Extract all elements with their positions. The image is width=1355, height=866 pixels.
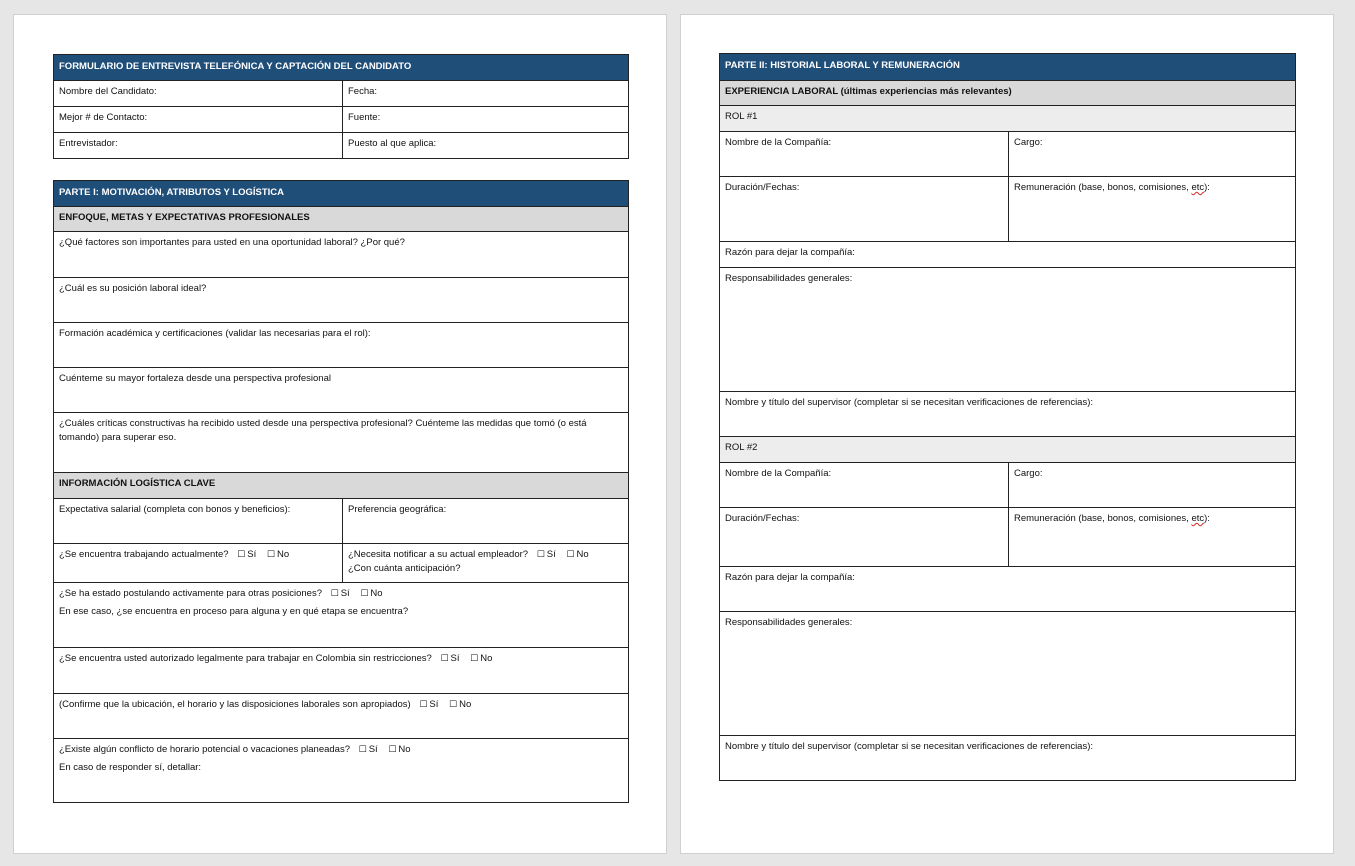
checkbox-icon[interactable]: ☐	[566, 550, 575, 560]
form-title: FORMULARIO DE ENTREVISTA TELEFÓNICA Y CAPTACIÓN DEL CANDIDATO	[54, 55, 628, 80]
checkbox-icon[interactable]: ☐	[358, 745, 367, 755]
part1-table	[53, 180, 629, 803]
pay-label: Remuneración (base, bonos, comisiones,	[1014, 513, 1192, 524]
date-field[interactable]: Fecha:	[342, 81, 628, 106]
yes-label: Sí	[247, 549, 257, 560]
work-authorization-question	[54, 648, 628, 693]
checkbox-icon[interactable]: ☐	[360, 589, 369, 599]
pay-label: Remuneración (base, bonos, comisiones,	[1014, 182, 1192, 193]
checkbox-icon[interactable]: ☐	[536, 550, 545, 560]
in-process-label: En ese caso, ¿se encuentra en proceso para alguna y en qué etapa se encuentra?	[59, 606, 409, 617]
experience-heading: EXPERIENCIA LABORAL (últimas experiencias más relevantes)	[720, 81, 1295, 105]
no-label: No	[370, 588, 383, 599]
role2-reason-field[interactable]: Razón para dejar la compañía:	[725, 572, 855, 583]
part1-title: PARTE I: MOTIVACIÓN, ATRIBUTOS Y LOGÍSTICA	[54, 181, 628, 206]
question-strength[interactable]: Cuénteme su mayor fortaleza desde una perspectiva profesional	[59, 373, 331, 384]
question-education[interactable]: Formación académica y certificaciones (validar las necesarias para el rol):	[59, 328, 371, 339]
geo-preference-field[interactable]: Preferencia geográfica:	[342, 499, 628, 543]
candidate-name-field[interactable]: Nombre del Candidato:	[59, 86, 157, 97]
no-label: No	[459, 699, 472, 710]
applying-elsewhere-question	[54, 583, 628, 647]
pay-suffix: ):	[1204, 513, 1210, 524]
yes-label: Sí	[340, 588, 350, 599]
role1-job-title-field[interactable]: Cargo:	[1008, 132, 1295, 176]
no-label: No	[480, 653, 493, 664]
checkbox-icon[interactable]: ☐	[266, 550, 275, 560]
pay-etc-label: etc	[1191, 513, 1205, 524]
role2-heading: ROL #2	[720, 437, 1295, 462]
checkbox-icon[interactable]: ☐	[237, 550, 246, 560]
role2-supervisor-field[interactable]: Nombre y título del supervisor (completar si se necesitan verificaciones de referencias):	[725, 741, 1094, 752]
role1-pay-field[interactable]	[1008, 177, 1295, 241]
notify-employer-question	[342, 544, 628, 582]
yes-label: Sí	[450, 653, 460, 664]
role2-company-field[interactable]: Nombre de la Compañía:	[725, 468, 832, 479]
logistics-heading: INFORMACIÓN LOGÍSTICA CLAVE	[54, 473, 628, 498]
interviewer-field[interactable]: Entrevistador:	[59, 138, 118, 149]
position-applied-field[interactable]: Puesto al que aplica:	[342, 133, 628, 158]
work-authorization-label: ¿Se encuentra usted autorizado legalmente para trabajar en Colombia sin restricciones?	[59, 653, 432, 664]
role1-responsibilities-field[interactable]: Responsabilidades generales:	[725, 273, 853, 284]
checkbox-icon[interactable]: ☐	[449, 700, 458, 710]
if-yes-detail-label: En caso de responder sí, detallar:	[59, 762, 202, 773]
question-important-factors[interactable]: ¿Qué factores son importantes para usted en una oportunidad laboral? ¿Por qué?	[59, 237, 405, 248]
role2-job-title-field[interactable]: Cargo:	[1008, 463, 1295, 507]
checkbox-icon[interactable]: ☐	[330, 589, 339, 599]
pay-etc-label: etc	[1191, 182, 1205, 193]
page-2	[680, 14, 1334, 854]
no-label: No	[576, 549, 589, 560]
role2-responsibilities-field[interactable]: Responsabilidades generales:	[725, 617, 853, 628]
pay-suffix: ):	[1204, 182, 1210, 193]
page-1	[13, 14, 667, 854]
confirm-arrangements-label: (Confirme que la ubicación, el horario y las disposiciones laborales son apropiados)	[59, 699, 411, 710]
currently-working-question	[54, 544, 342, 582]
checkbox-icon[interactable]: ☐	[419, 700, 428, 710]
yes-label: Sí	[368, 744, 378, 755]
role1-reason-field[interactable]: Razón para dejar la compañía:	[725, 247, 855, 258]
notify-employer-label: ¿Necesita notificar a su actual empleador?	[348, 549, 529, 560]
currently-working-label: ¿Se encuentra trabajando actualmente?	[59, 549, 229, 560]
confirm-arrangements-question	[54, 694, 628, 738]
no-label: No	[398, 744, 411, 755]
role2-pay-field[interactable]	[1008, 508, 1295, 566]
yes-label: Sí	[546, 549, 556, 560]
part2-table	[719, 53, 1296, 781]
checkbox-icon[interactable]: ☐	[470, 654, 479, 664]
yes-label: Sí	[429, 699, 439, 710]
salary-expectation-field[interactable]: Expectativa salarial (completa con bonos y beneficios):	[59, 504, 291, 515]
role1-heading: ROL #1	[720, 106, 1295, 131]
no-label: No	[276, 549, 290, 560]
candidate-header-table	[53, 54, 629, 159]
role1-company-field[interactable]: Nombre de la Compañía:	[725, 137, 832, 148]
schedule-conflict-question	[54, 739, 628, 802]
focus-heading: ENFOQUE, METAS Y EXPECTATIVAS PROFESIONALES	[54, 207, 628, 231]
role1-duration-field[interactable]: Duración/Fechas:	[725, 182, 800, 193]
checkbox-icon[interactable]: ☐	[440, 654, 449, 664]
applying-elsewhere-label: ¿Se ha estado postulando activamente para otras posiciones?	[59, 588, 322, 599]
question-constructive-criticism[interactable]: ¿Cuáles críticas constructivas ha recibido usted desde una perspectiva profesional? Cuénteme las medidas que tomó (o está tomando) para superar eso.	[59, 418, 587, 443]
role2-duration-field[interactable]: Duración/Fechas:	[725, 513, 800, 524]
question-ideal-position[interactable]: ¿Cuál es su posición laboral ideal?	[59, 283, 207, 294]
checkbox-icon[interactable]: ☐	[388, 745, 397, 755]
schedule-conflict-label: ¿Existe algún conflicto de horario potencial o vacaciones planeadas?	[59, 744, 350, 755]
role1-supervisor-field[interactable]: Nombre y título del supervisor (completar si se necesitan verificaciones de referencias):	[725, 397, 1094, 408]
notice-time-label: ¿Con cuánta anticipación?	[348, 563, 461, 574]
part2-title: PARTE II: HISTORIAL LABORAL Y REMUNERACIÓN	[720, 54, 1295, 80]
best-contact-field[interactable]: Mejor # de Contacto:	[59, 112, 148, 123]
source-field[interactable]: Fuente:	[342, 107, 628, 132]
